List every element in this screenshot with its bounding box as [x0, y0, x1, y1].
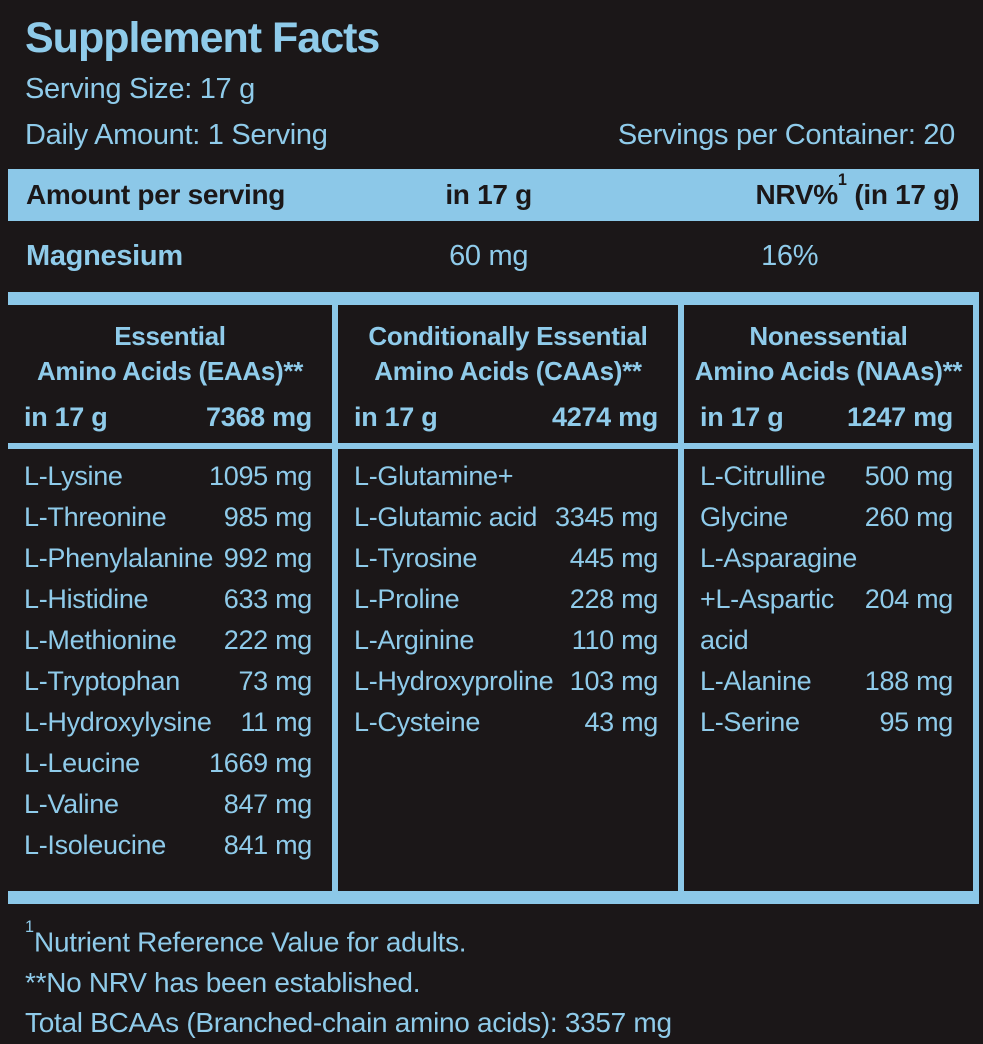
- table-row: [354, 702, 658, 743]
- amino-name: L-Glutamic acid: [354, 502, 538, 532]
- serving-size-text: Serving Size: 17 g: [25, 73, 255, 105]
- table-row: [354, 661, 658, 702]
- footnotes: [25, 916, 983, 1044]
- amino-name: L-Cysteine: [354, 707, 481, 737]
- amino-name: L-Threonine: [24, 502, 167, 532]
- naa-table: [678, 305, 973, 891]
- amount-per-serving-header: Amount per serving: [26, 179, 286, 210]
- table-row: [700, 538, 953, 661]
- amino-value: 847 mg: [223, 789, 312, 819]
- amino-name: L-Isoleucine: [24, 830, 166, 860]
- divider-bar-bottom: [8, 891, 979, 904]
- serving-info-row: [25, 119, 955, 152]
- amino-name: L-Alanine: [700, 666, 812, 696]
- table-row: [24, 620, 312, 661]
- table-row: [24, 661, 312, 702]
- amino-value: 73 mg: [238, 666, 312, 696]
- amino-value: 445 mg: [569, 543, 658, 573]
- nrv-footnote-marker: 1: [837, 170, 847, 189]
- unit-label: in 17 g: [700, 402, 784, 432]
- amino-value: 204 mg: [864, 584, 953, 614]
- table-row: [700, 497, 953, 538]
- amino-name: L-Serine: [700, 707, 800, 737]
- page-title: Supplement Facts: [25, 14, 380, 62]
- table-title: Conditionally Essential Amino Acids (CAAs)**: [368, 321, 648, 386]
- amino-name: L-Phenylalanine: [24, 543, 214, 573]
- amino-name: L-Valine: [24, 789, 119, 819]
- amino-acids-section: [8, 305, 979, 891]
- amino-value: 841 mg: [223, 830, 312, 860]
- table-row: [24, 538, 312, 579]
- table-row: [24, 702, 312, 743]
- amino-value: 992 mg: [223, 543, 312, 573]
- table-row: [354, 497, 658, 538]
- table-row: [354, 620, 658, 661]
- table-row: [700, 456, 953, 497]
- amino-name: L-Lysine: [24, 461, 123, 491]
- amino-name: L-Asparagine +L-Aspartic acid: [700, 543, 858, 655]
- amino-value: 260 mg: [864, 502, 953, 532]
- table-row: [700, 661, 953, 702]
- servings-per-container-text: Servings per Container: 20: [617, 119, 955, 151]
- amino-value: 500 mg: [864, 461, 953, 491]
- amino-value: 633 mg: [223, 584, 312, 614]
- unit-label: in 17 g: [24, 402, 108, 432]
- table-totals-row: [684, 402, 973, 443]
- total-value: 7368 mg: [206, 402, 312, 432]
- amino-value: 43 mg: [584, 707, 658, 737]
- total-value: 4274 mg: [552, 402, 658, 432]
- amino-value: 985 mg: [223, 502, 312, 532]
- nutrient-amount: 60 mg: [449, 240, 529, 272]
- table-row: [24, 743, 312, 784]
- table-row: [700, 702, 953, 743]
- footnote-nrv: $^1$Nutrient Reference Value for adults.: [25, 918, 467, 958]
- amino-value: 228 mg: [569, 584, 658, 614]
- amino-name: L-Arginine: [354, 625, 475, 655]
- caa-rows: [338, 449, 678, 743]
- unit-label: in 17 g: [354, 402, 438, 432]
- table-row: [24, 579, 312, 620]
- nutrient-nrv: 16%: [761, 240, 819, 272]
- amino-value: 188 mg: [864, 666, 953, 696]
- table-row: [8, 221, 979, 292]
- table-row: [24, 784, 312, 825]
- footnote-no-nrv: **No NRV has been established.: [25, 966, 421, 998]
- table-row: [24, 456, 312, 497]
- amino-value: 103 mg: [569, 666, 658, 696]
- caa-table: [332, 305, 678, 891]
- footnote-total-bcaa: Total BCAAs (Branched-chain amino acids): 3357 mg: [25, 1007, 672, 1039]
- daily-amount-text: Daily Amount: 1 Serving: [25, 119, 328, 151]
- amino-name: L-Hydroxyproline: [354, 666, 554, 696]
- in-17g-header: in 17 g: [445, 179, 532, 210]
- amino-name: Glycine: [700, 502, 788, 532]
- amino-name: L-Tryptophan: [24, 666, 180, 696]
- amino-value: 1669 mg: [209, 748, 312, 778]
- caa-table-header: [338, 305, 678, 449]
- amino-value: 110 mg: [571, 625, 658, 655]
- table-title: Nonessential Amino Acids (NAAs)**: [694, 321, 963, 386]
- amino-name: L-Leucine: [24, 748, 140, 778]
- naa-table-header: [684, 305, 973, 449]
- nutrient-name: Magnesium: [26, 240, 183, 272]
- table-title: Essential Amino Acids (EAAs)**: [36, 321, 304, 386]
- amino-value: 222 mg: [223, 625, 312, 655]
- amino-value: 95 mg: [879, 707, 953, 737]
- amino-value: 1095 mg: [209, 461, 312, 491]
- table-totals-row: [338, 402, 678, 443]
- table-row: [24, 497, 312, 538]
- summary-header-row: [8, 169, 979, 221]
- total-value: 1247 mg: [847, 402, 953, 432]
- amino-name: L-Proline: [354, 584, 460, 614]
- table-row: [24, 825, 312, 866]
- table-row: [354, 579, 658, 620]
- eaa-rows: [8, 449, 332, 866]
- amino-value: 3345 mg: [555, 502, 658, 532]
- table-row: [354, 456, 658, 497]
- divider-bar-top: [8, 292, 979, 305]
- eaa-table: [8, 305, 332, 891]
- amino-name: L-Citrulline: [700, 461, 826, 491]
- naa-rows: [684, 449, 973, 743]
- amino-name: L-Histidine: [24, 584, 149, 614]
- amino-name: L-Tyrosine: [354, 543, 478, 573]
- amino-name: L-Methionine: [24, 625, 177, 655]
- table-row: [354, 538, 658, 579]
- nrv-header: NRV%$^1$ (in 17 g): [755, 170, 959, 210]
- amino-name: L-Glutamine+: [354, 461, 514, 491]
- amino-name: L-Hydroxylysine: [24, 707, 212, 737]
- table-totals-row: [8, 402, 332, 443]
- eaa-table-header: [8, 305, 332, 449]
- amino-value: 11 mg: [240, 707, 312, 737]
